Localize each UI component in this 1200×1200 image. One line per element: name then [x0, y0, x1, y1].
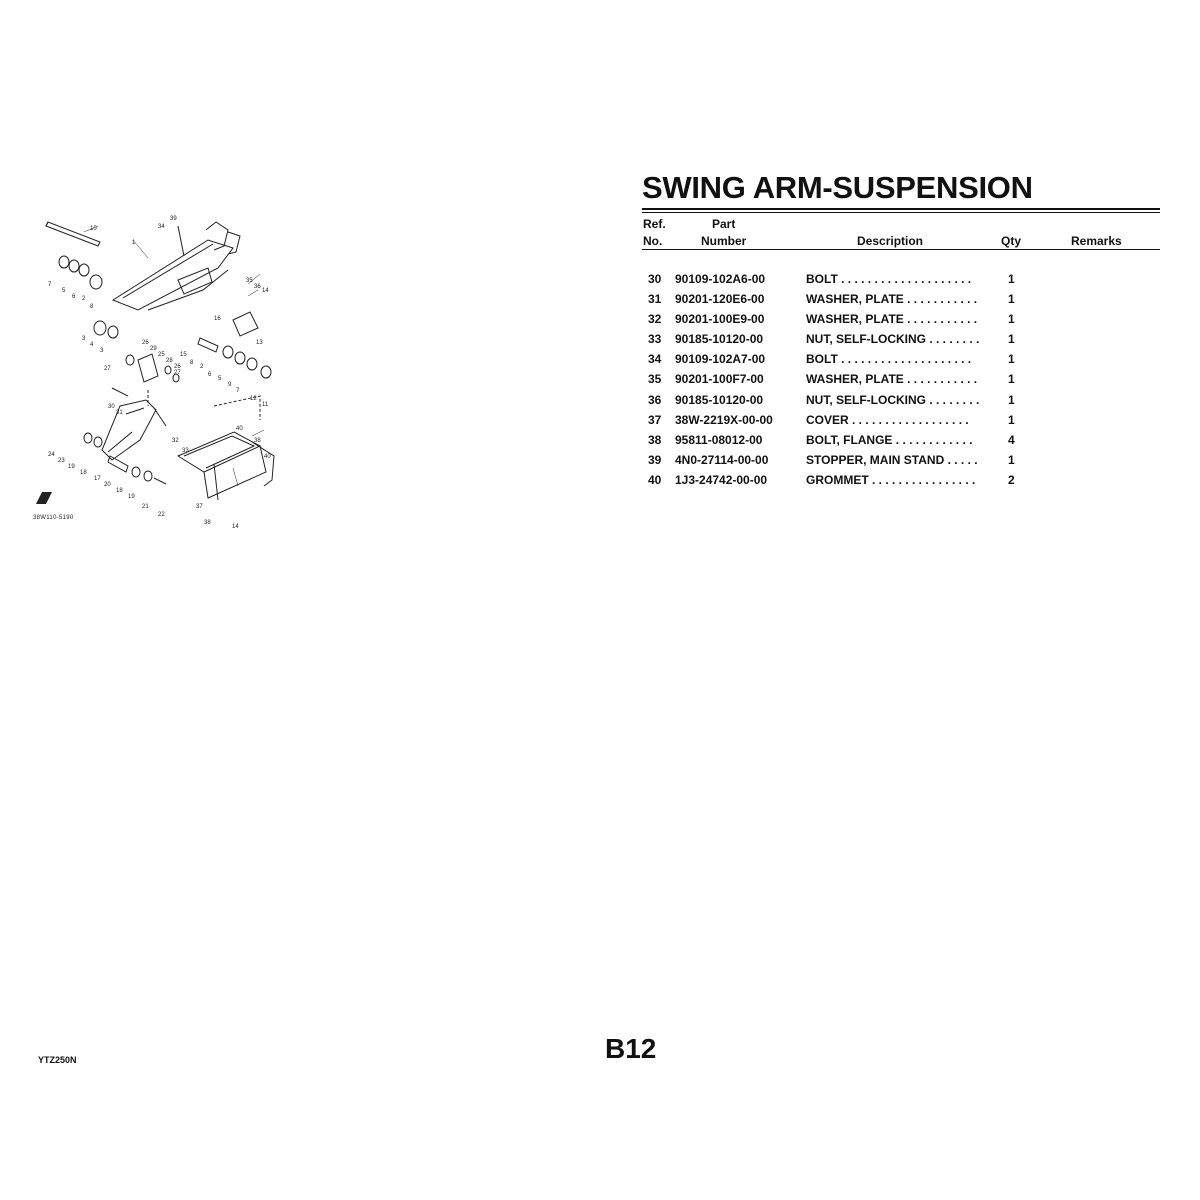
callout-23: 23	[58, 458, 65, 464]
part-number: 90109-102A7-00	[675, 352, 766, 367]
part-description: COVER . . . . . . . . . . . . . . . . . .	[806, 412, 969, 427]
callout-39: 39	[170, 216, 177, 222]
part-description: STOPPER, MAIN STAND . . . . .	[806, 452, 978, 467]
callout-7: 7	[236, 388, 240, 394]
callout-38: 38	[254, 438, 261, 444]
model-code: YTZ250N	[38, 1055, 77, 1065]
part-number: 1J3-24742-00-00	[675, 472, 768, 487]
callout-40: 40	[236, 426, 243, 432]
table-row	[642, 393, 1160, 413]
part-description: NUT, SELF-LOCKING . . . . . . . .	[806, 332, 980, 347]
ref-number: 37	[648, 412, 662, 427]
part-description: WASHER, PLATE . . . . . . . . . . .	[806, 292, 978, 307]
callout-2: 2	[200, 364, 204, 370]
quantity: 1	[1008, 392, 1015, 407]
header-qty: Qty	[1001, 234, 1022, 248]
header-description: Description	[857, 234, 924, 248]
part-number: 90201-100E9-00	[675, 312, 765, 327]
callout-2: 2	[82, 296, 86, 302]
callout-14: 14	[232, 524, 239, 530]
callout-15: 15	[180, 352, 187, 358]
front-direction-icon	[36, 492, 52, 504]
part-number: 90185-10120-00	[675, 332, 764, 347]
callout-19: 19	[68, 464, 75, 470]
callout-13: 13	[256, 340, 263, 346]
part-description: BOLT, FLANGE . . . . . . . . . . . .	[806, 432, 973, 447]
callout-18: 18	[80, 470, 87, 476]
ref-number: 40	[648, 472, 662, 487]
callout-11: 11	[262, 402, 269, 408]
part-description: WASHER, PLATE . . . . . . . . . . .	[806, 312, 978, 327]
title-rule-thin	[642, 212, 1160, 213]
header-remarks: Remarks	[1071, 234, 1122, 248]
part-number: 38W-2219X-00-00	[675, 412, 773, 427]
callout-30: 30	[108, 404, 115, 410]
callout-5: 5	[218, 376, 222, 382]
callout-8: 8	[90, 304, 94, 310]
ref-number: 38	[648, 432, 662, 447]
drawing-code: 38W110-5190	[33, 515, 74, 521]
ref-number: 32	[648, 312, 662, 327]
table-row	[642, 413, 1160, 433]
ref-number: 34	[648, 352, 662, 367]
header-number: Number	[701, 234, 747, 248]
callout-26: 26	[174, 364, 181, 370]
callout-7: 7	[48, 282, 52, 288]
callout-27: 27	[104, 366, 111, 372]
ref-number: 30	[648, 272, 662, 286]
table-row	[642, 312, 1160, 332]
header-rule	[642, 249, 1160, 250]
part-description: NUT, SELF-LOCKING . . . . . . . .	[806, 392, 980, 407]
quantity: 4	[1008, 432, 1015, 447]
callout-29: 29	[150, 346, 157, 352]
table-row	[642, 352, 1160, 372]
callout-35: 35	[246, 278, 253, 284]
part-description: BOLT . . . . . . . . . . . . . . . . . . . .	[806, 352, 972, 367]
callout-5: 5	[62, 288, 66, 294]
header-no: No.	[643, 234, 663, 248]
callout-16: 16	[214, 316, 221, 322]
callout-26: 26	[142, 340, 149, 346]
parts-list	[642, 272, 1160, 493]
ref-number: 31	[648, 292, 662, 307]
callout-3: 3	[100, 348, 104, 354]
header-ref: Ref.	[643, 217, 666, 231]
callout-21: 21	[142, 504, 149, 510]
callout-3: 3	[82, 336, 86, 342]
table-row	[642, 332, 1160, 352]
callout-12: 12	[250, 396, 257, 402]
table-row	[642, 292, 1160, 312]
part-number: 95811-08012-00	[675, 432, 763, 447]
part-number: 90109-102A6-00	[675, 272, 766, 286]
page-number: B12	[605, 1033, 657, 1064]
ref-number: 39	[648, 452, 662, 467]
callout-32: 32	[172, 438, 179, 444]
callout-14: 14	[262, 288, 269, 294]
part-number: 4N0-27114-00-00	[675, 452, 769, 467]
callout-38: 38	[204, 520, 211, 526]
callout-25: 25	[158, 352, 165, 358]
ref-number: 33	[648, 332, 662, 347]
callout-20: 20	[104, 482, 111, 488]
callout-9: 9	[228, 382, 232, 388]
part-description: GROMMET . . . . . . . . . . . . . . . .	[806, 472, 976, 487]
callout-8: 8	[190, 360, 194, 366]
ref-number: 36	[648, 392, 662, 407]
table-row	[642, 453, 1160, 473]
header-part: Part	[712, 217, 736, 231]
table-row	[642, 372, 1160, 392]
part-description: BOLT . . . . . . . . . . . . . . . . . . . .	[806, 272, 972, 286]
callout-17: 17	[94, 476, 101, 482]
callout-33: 33	[182, 448, 189, 454]
callout-19: 19	[128, 494, 135, 500]
quantity: 1	[1008, 452, 1015, 467]
callout-10: 10	[90, 226, 97, 232]
quantity: 1	[1008, 412, 1015, 427]
part-number: 90201-120E6-00	[675, 292, 765, 307]
table-row	[642, 473, 1160, 493]
callout-37: 37	[196, 504, 203, 510]
quantity: 1	[1008, 372, 1015, 387]
table-row	[642, 272, 1160, 292]
callout-36: 36	[254, 284, 261, 290]
quantity: 1	[1008, 312, 1015, 327]
callout-31: 31	[116, 410, 123, 416]
callout-34: 34	[158, 224, 165, 230]
quantity: 1	[1008, 292, 1015, 307]
callout-18: 18	[116, 488, 123, 494]
swing-arm-drawing	[28, 210, 290, 530]
page-title: SWING ARM-SUSPENSION	[642, 170, 1033, 205]
callout-6: 6	[72, 294, 76, 300]
callout-40: 40	[264, 454, 271, 460]
part-description: WASHER, PLATE . . . . . . . . . . .	[806, 372, 978, 387]
callout-27: 27	[174, 370, 181, 376]
callout-22: 22	[158, 512, 165, 518]
quantity: 2	[1008, 472, 1015, 487]
title-rule	[642, 208, 1160, 210]
quantity: 1	[1008, 272, 1015, 286]
part-number: 90185-10120-00	[675, 392, 764, 407]
ref-number: 35	[648, 372, 662, 387]
part-number: 90201-100F7-00	[675, 372, 764, 387]
callout-6: 6	[208, 372, 212, 378]
callout-28: 28	[166, 358, 173, 364]
exploded-parts-diagram	[28, 210, 290, 530]
callout-4: 4	[90, 342, 94, 348]
quantity: 1	[1008, 332, 1015, 347]
quantity: 1	[1008, 352, 1015, 367]
table-row	[642, 433, 1160, 453]
callout-24: 24	[48, 452, 55, 458]
callout-1: 1	[132, 240, 136, 246]
